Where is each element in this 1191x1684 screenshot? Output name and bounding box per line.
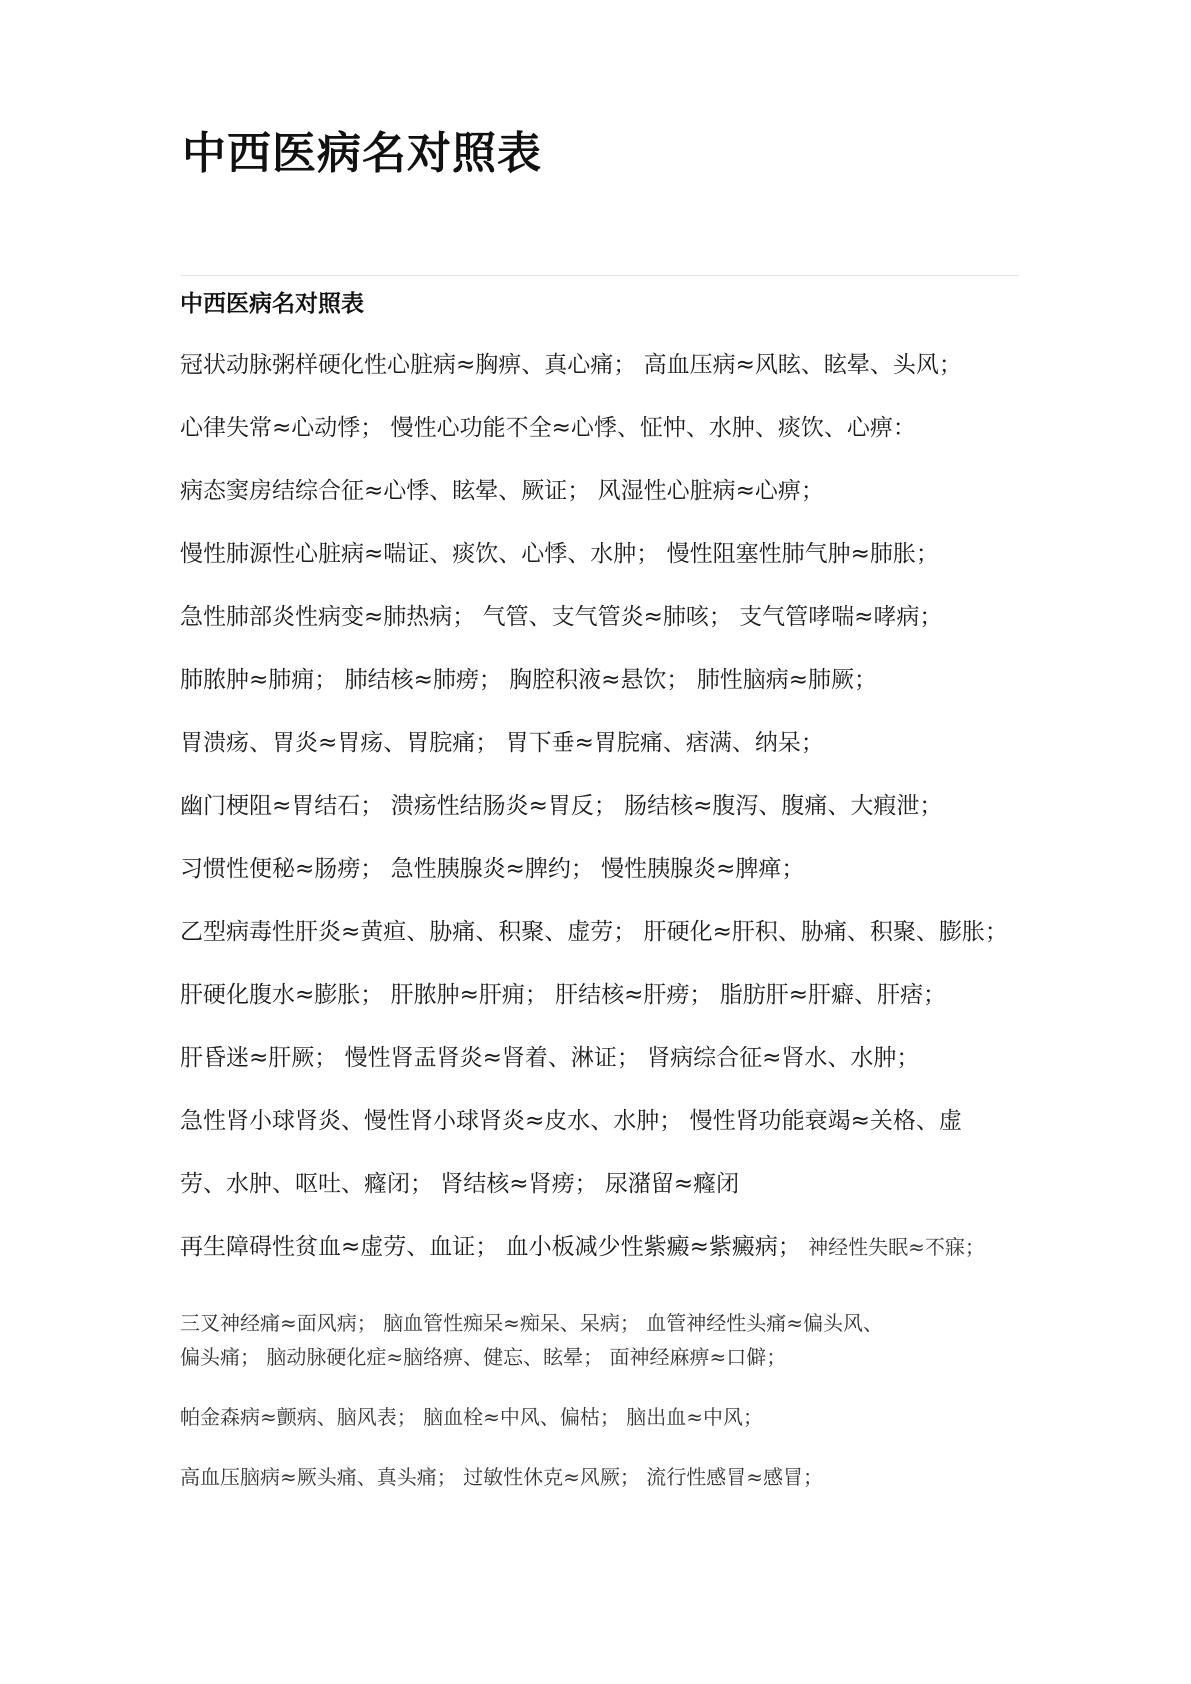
paragraph-gap (180, 1374, 1030, 1400)
paragraph (180, 1460, 1030, 1494)
page-title: 中西医病名对照表 (182, 128, 542, 179)
text-line: 帕金森病≈颤病、脑风表； 脑血栓≈中风、偏枯； 脑出血≈中风； (180, 1405, 763, 1429)
text-line: 病态窦房结综合征≈心悸、眩晕、厥证； 风湿性心脏病≈心痹； (180, 478, 824, 504)
body-text-sans (180, 348, 1030, 1293)
paragraph (180, 1306, 1030, 1374)
text-line-mixed (180, 1230, 1030, 1293)
body-text-serif (180, 1306, 1030, 1494)
paragraph-gap (180, 1434, 1030, 1460)
text-line: 高血压脑病≈厥头痛、真头痛； 过敏性休克≈风厥； 流行性感冒≈感冒； (180, 1465, 823, 1489)
section-title: 中西医病名对照表 (180, 291, 364, 317)
text-line: 肺脓肿≈肺痈； 肺结核≈肺痨； 胸腔积液≈悬饮； 肺性脑病≈肺厥； (180, 667, 878, 693)
text-line: 心律失常≈心动悸； 慢性心功能不全≈心悸、怔忡、水肿、痰饮、心痹： (180, 415, 916, 441)
text-line: 劳、水肿、呕吐、癃闭； 肾结核≈肾痨； 尿潴留≈癃闭 (180, 1171, 740, 1197)
paragraph (180, 1400, 1030, 1434)
text-line: 急性肺部炎性病变≈肺热病； 气管、支气管炎≈肺咳； 支气管哮喘≈哮病； (180, 604, 943, 630)
text-line: 肝硬化腹水≈膨胀； 肝脓肿≈肝痈； 肝结核≈肝痨； 脂肪肝≈肝癖、肝痞； (180, 982, 947, 1008)
divider (180, 275, 1018, 276)
text-line: 三叉神经痛≈面风病； 脑血管性痴呆≈痴呆、呆病； 血管神经性头痛≈偏头风、 (180, 1311, 883, 1335)
text-line: 胃溃疡、胃炎≈胃疡、胃脘痛； 胃下垂≈胃脘痛、痞满、纳呆； (180, 730, 824, 756)
text-line-serif-part: 神经性失眠≈不寐； (808, 1235, 985, 1259)
text-line: 乙型病毒性肝炎≈黄疸、胁痛、积聚、虚劳； 肝硬化≈肝积、胁痛、积聚、膨胀； (180, 919, 1008, 945)
text-line: 肝昏迷≈肝厥； 慢性肾盂肾炎≈肾着、淋证； 肾病综合征≈肾水、水肿； (180, 1045, 920, 1071)
text-line: 冠状动脉粥样硬化性心脏病≈胸痹、真心痛； 高血压病≈风眩、眩晕、头风； (180, 352, 962, 378)
text-line: 幽门梗阻≈胃结石； 溃疡性结肠炎≈胃反； 肠结核≈腹泻、腹痛、大瘕泄； (180, 793, 943, 819)
text-line: 慢性肺源性心脏病≈喘证、痰饮、心悸、水肿； 慢性阻塞性肺气肿≈肺胀； (180, 541, 939, 567)
text-line: 偏头痛； 脑动脉硬化症≈脑络痹、健忘、眩晕； 面神经麻痹≈口僻； (180, 1345, 787, 1369)
text-line: 急性肾小球肾炎、慢性肾小球肾炎≈皮水、水肿； 慢性肾功能衰竭≈关格、虚 (180, 1108, 962, 1134)
text-line: 习惯性便秘≈肠痨； 急性胰腺炎≈脾约； 慢性胰腺炎≈脾瘅； (180, 856, 805, 882)
text-line-sans-part: 再生障碍性贫血≈虚劳、血证； 血小板减少性紫癜≈紫癜病； (180, 1234, 809, 1260)
